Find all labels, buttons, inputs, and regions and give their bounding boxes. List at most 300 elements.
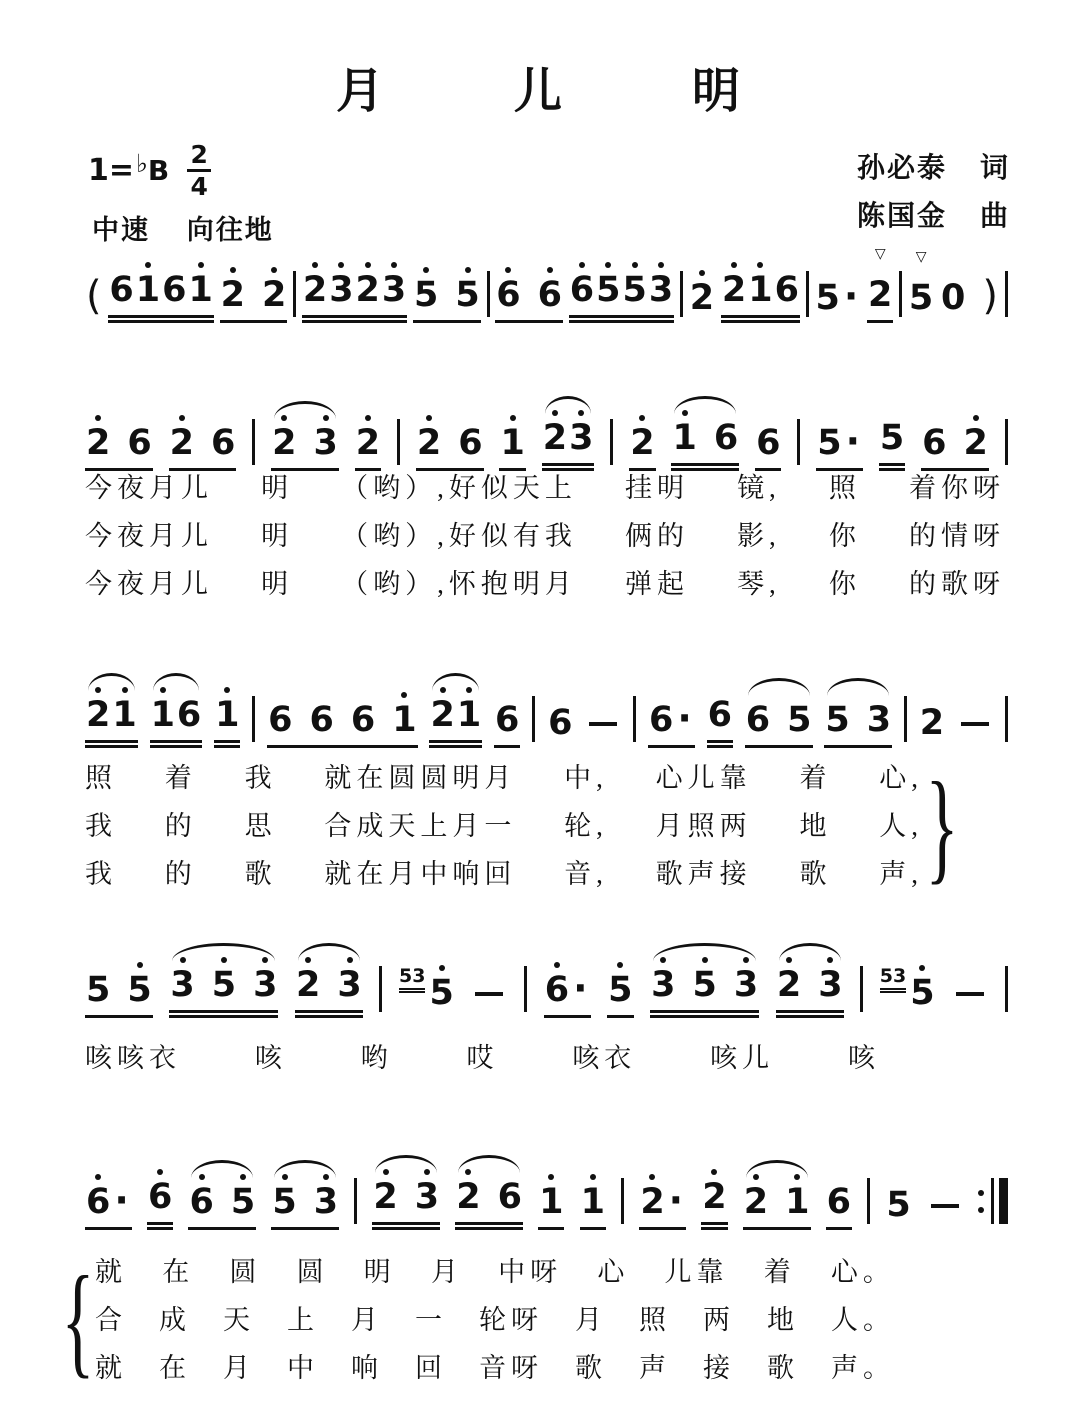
note-digit: 1 (214, 697, 240, 735)
note-digit: 2 (416, 425, 442, 463)
slur-arc (827, 678, 889, 696)
note-digit: 6 (85, 1184, 111, 1222)
parenthesis: ) (982, 272, 999, 319)
note-group (879, 420, 905, 471)
lyric-segment: 的 (164, 859, 197, 889)
lyric-segment: 照 (828, 473, 861, 503)
lyric-row (85, 1036, 880, 1075)
barline (1005, 419, 1008, 465)
lyric-row (85, 514, 1005, 553)
note-digit: 3 (252, 967, 278, 1005)
lyric-segment: 咳咳衣 (85, 1043, 181, 1073)
thin-barline (991, 1178, 994, 1224)
barline (904, 696, 907, 742)
note-digit: 2 (629, 425, 655, 463)
note-group (547, 705, 573, 748)
note-token (267, 676, 417, 748)
note-group (499, 425, 525, 471)
duration-dash (961, 722, 989, 726)
key-letter: B (147, 154, 170, 187)
note-group (816, 409, 863, 471)
note-token (867, 246, 893, 323)
note-token (494, 676, 520, 748)
note-token (220, 251, 288, 323)
note-group (169, 967, 278, 1018)
lyric-segment: 今夜月儿 (85, 473, 213, 503)
note-digit: 2 ▽ (868, 246, 893, 316)
octave-dot (505, 267, 511, 273)
lyric-segment: 合成天上月一 (324, 811, 517, 841)
octave-dot (632, 262, 638, 268)
note-group (908, 249, 934, 323)
note-token (416, 399, 484, 471)
lyric-segment: 咳 (847, 1043, 880, 1073)
note-digit: 2 (919, 703, 945, 744)
lyric-segment: 儿靠 (664, 1257, 729, 1287)
octave-dot (579, 262, 585, 268)
music-line-verse-line-2 (85, 660, 1008, 748)
lyric-segment: 音呀 (479, 1353, 543, 1383)
note-group (271, 1184, 339, 1230)
note-token (455, 1153, 523, 1230)
note-digit: 6 (458, 423, 483, 464)
note-digit: 6 (109, 270, 134, 311)
note-digit: 2 (455, 1179, 481, 1217)
note-group (372, 1179, 440, 1230)
octave-dot (465, 267, 471, 273)
note-token (355, 399, 381, 471)
lyric-segment: 的歌呀 (908, 569, 1005, 599)
barline (1005, 271, 1008, 317)
composer-name: 陈国金 (856, 201, 947, 232)
note-digit: 3 (313, 1184, 339, 1222)
slur-arc (748, 678, 810, 696)
music-line-interlude-line (85, 930, 1008, 1018)
octave-dot (711, 1169, 717, 1175)
octave-dot (699, 270, 705, 276)
note-digit: 2 (302, 272, 328, 310)
lyric-segment: 月 (223, 1353, 255, 1383)
note-token (721, 246, 800, 323)
lyric-segment: 就在圆圆明月 (324, 763, 517, 793)
lyric-segment: 中呀 (498, 1257, 563, 1287)
lyric-row (85, 466, 1005, 505)
note-group (776, 967, 844, 1018)
octave-dot (122, 687, 128, 693)
octave-dot (465, 1169, 471, 1175)
octave-dot (338, 262, 344, 268)
note-digit: 6 (495, 277, 521, 315)
note-group (743, 1184, 811, 1230)
octave-dot (757, 262, 763, 268)
note-digit: 6 (774, 270, 799, 311)
octave-dot (271, 267, 277, 273)
note-digit: 5 (271, 1184, 297, 1222)
lyric-segment: 俩的 (624, 521, 689, 551)
octave-dot (137, 962, 143, 968)
octave-dot (439, 965, 445, 971)
lyric-segment: 镜, (737, 473, 781, 503)
thick-barline (999, 1178, 1008, 1224)
time-numerator: 2 (190, 140, 208, 169)
lyric-segment: 中 (287, 1353, 319, 1383)
note-digit: 2 (355, 272, 381, 310)
octave-dot (199, 1174, 205, 1180)
note-token (745, 676, 813, 748)
note-group (295, 967, 363, 1018)
barline (899, 271, 902, 317)
lyric-segment: 月照两 (655, 811, 752, 841)
note-token (921, 399, 989, 471)
note-digit: 2 (372, 1179, 398, 1217)
note-token (585, 687, 621, 748)
note-group (689, 280, 715, 323)
note-token (85, 399, 153, 471)
note-token (85, 249, 103, 323)
octave-dot (554, 962, 560, 968)
repeat-end-barline (978, 1178, 1008, 1224)
lyric-segment: 轮呀 (479, 1305, 543, 1335)
note-digit: 2 (639, 1184, 665, 1222)
note-token (271, 1158, 339, 1230)
note-digit: 2 (721, 272, 747, 310)
note-token (542, 394, 595, 471)
octave-dot (391, 262, 397, 268)
note-group (85, 425, 153, 471)
note-digit: 6 (826, 1182, 852, 1223)
note-group (267, 702, 417, 748)
lyric-segment: 今夜月儿 (85, 521, 213, 551)
lyric-segment: 月 (430, 1257, 463, 1287)
lyric-segment: 琴, (737, 569, 781, 599)
note-token (814, 238, 861, 323)
note-digit: 6 (497, 1177, 522, 1218)
repeat-dot (978, 1190, 984, 1196)
note-token (108, 246, 213, 323)
note-digit: 2 (169, 425, 195, 463)
note-token (743, 1158, 811, 1230)
lyricist-credit (857, 146, 1010, 186)
note-digit: 5 (595, 272, 621, 310)
lyric-segment: 明 (261, 569, 294, 599)
barline (252, 696, 255, 742)
octave-dot (731, 262, 737, 268)
note-token (919, 679, 945, 748)
note-token (214, 671, 240, 748)
octave-dot (179, 415, 185, 421)
lyric-segment: 着你呀 (908, 473, 1005, 503)
note-digit: 6 (495, 700, 520, 741)
lyric-segment: 咳 (254, 1043, 287, 1073)
augmentation-dot: · (573, 966, 588, 1010)
note-group (921, 425, 989, 471)
music-line-intro-line (85, 238, 1008, 323)
octave-dot (424, 1169, 430, 1175)
note-group (302, 272, 407, 323)
lyric-row (95, 1250, 895, 1289)
note-group (919, 705, 945, 748)
lyric-segment: 心, (879, 763, 923, 793)
lyric-segment: 的情呀 (908, 521, 1005, 551)
note-digit: 1 (391, 702, 417, 740)
note-digit: 3 (169, 967, 195, 1005)
lyric-segment: 声 (639, 1353, 671, 1383)
note-digit: 5 (691, 967, 717, 1005)
lyric-segment: 着 (763, 1257, 796, 1287)
note-digit: 3 (817, 967, 843, 1005)
note-digit: 5 (621, 272, 647, 310)
brace-right: } (925, 758, 959, 896)
lyric-segment: 声, (879, 859, 923, 889)
octave-dot (649, 1174, 655, 1180)
brace-left: { (61, 1252, 95, 1390)
octave-dot (548, 1174, 554, 1180)
note-digit: 5 (428, 975, 454, 1013)
lyric-segment: 心 (597, 1257, 630, 1287)
lyric-segment: 人, (879, 811, 923, 841)
octave-dot (639, 415, 645, 421)
note-digit: 2 (271, 425, 297, 463)
ornament-triangle-icon: ▽ (874, 246, 886, 263)
note-digit: 5 (126, 972, 152, 1010)
note-group (413, 277, 481, 323)
octave-dot (423, 267, 429, 273)
note-group (879, 965, 936, 1018)
note-token (85, 1142, 132, 1230)
note-group (214, 697, 240, 748)
duration-dash (956, 992, 984, 996)
lyric-segment: 影, (737, 521, 781, 551)
lyric-segment: 中, (564, 763, 608, 793)
note-digit: 2 (776, 967, 802, 1005)
lyric-segment: 圆 (296, 1257, 329, 1287)
music-line-final-line (85, 1142, 1008, 1230)
note-digit: 2 (689, 280, 715, 318)
octave-dot (95, 687, 101, 693)
octave-dot (827, 957, 833, 963)
barline (532, 696, 535, 742)
lyric-row (85, 562, 1005, 601)
note-group (745, 702, 813, 748)
note-digit: 2 (429, 697, 455, 735)
lyric-segment: 月 (575, 1305, 607, 1335)
note-digit: 6 (537, 277, 563, 315)
note-digit: 2 (220, 277, 246, 315)
note-digit: 0 (941, 278, 966, 319)
lyric-segment: 明 (363, 1257, 396, 1287)
lyric-segment: 哎 (466, 1043, 499, 1073)
octave-dot (578, 410, 584, 416)
note-digit: 1 (456, 697, 482, 735)
barline (1005, 966, 1008, 1012)
octave-dot (157, 1169, 163, 1175)
barline (633, 696, 636, 742)
note-digit: 3 (328, 272, 354, 310)
lyric-segment: 心。 (830, 1257, 895, 1287)
lyric-segment: 你 (828, 521, 861, 551)
octave-dot (262, 957, 268, 963)
note-digit: 3 (866, 700, 892, 741)
lyric-row (95, 1298, 895, 1337)
note-digit: 5 (879, 965, 894, 988)
composer-credit (857, 194, 1010, 234)
note-digit: 5 (454, 277, 480, 315)
note-group (755, 425, 781, 471)
barline (397, 419, 400, 465)
octave-dot (605, 262, 611, 268)
flat-sign: ♭ (136, 149, 148, 178)
lyric-segment: 圆 (229, 1257, 262, 1287)
note-token (885, 1161, 911, 1230)
note-group (220, 277, 288, 323)
octave-dot (702, 957, 708, 963)
note-digit: 6 (569, 272, 595, 310)
barline (354, 1178, 357, 1224)
lyric-segment: （哟）,好似有我 (341, 521, 577, 551)
duration-dash (589, 722, 617, 726)
octave-dot (198, 262, 204, 268)
octave-dot (160, 687, 166, 693)
lyric-segment: 两 (703, 1305, 735, 1335)
lyric-segment: 哟 (360, 1043, 393, 1073)
note-group (544, 956, 591, 1018)
composer-role: 曲 (979, 201, 1010, 232)
note-digit: 2 (295, 967, 321, 1005)
note-token (629, 399, 655, 471)
note-digit: 6 (176, 695, 202, 736)
note-digit: 2 (701, 1179, 727, 1217)
lyric-segment: 明 (261, 521, 294, 551)
note-token (671, 394, 739, 471)
note-digit: 3 (650, 967, 676, 1005)
lyric-segment: 在 (162, 1257, 195, 1287)
note-digit: 5 (211, 967, 237, 1005)
lyric-segment: 在 (159, 1353, 191, 1383)
note-token (707, 671, 733, 748)
augmentation-dot: · (845, 419, 861, 463)
duration-dash (475, 992, 503, 996)
note-group (585, 722, 621, 748)
octave-dot (95, 415, 101, 421)
note-group (867, 246, 893, 323)
note-digit: 6 (268, 700, 293, 741)
key-signature (88, 142, 211, 199)
note-digit: 6 (127, 423, 152, 464)
octave-dot (426, 415, 432, 421)
grace-notes (399, 966, 425, 993)
note-digit: 5 (399, 965, 413, 988)
barline (379, 966, 382, 1012)
octave-dot (617, 962, 623, 968)
note-token (413, 251, 481, 323)
octave-dot (590, 1174, 596, 1180)
note-token (302, 246, 407, 323)
note-digit: 5 (879, 418, 905, 459)
note-digit: 5 (817, 423, 842, 464)
lyric-segment: （哟）,好似天上 (341, 473, 577, 503)
note-digit: 5 (86, 970, 111, 1011)
octave-dot (365, 262, 371, 268)
note-group (824, 702, 892, 748)
note-token (499, 399, 525, 471)
lyric-segment: 一 (415, 1305, 447, 1335)
note-group (885, 1187, 911, 1230)
note-digit: 6 (162, 270, 187, 311)
octave-dot (230, 267, 236, 273)
note-group (494, 702, 520, 748)
lyric-segment: 的 (164, 811, 197, 841)
note-group (108, 272, 213, 323)
barline (610, 419, 613, 465)
note-digit: 5 (607, 972, 633, 1010)
note-token (940, 249, 999, 323)
lyric-segment: 思 (244, 811, 277, 841)
lyric-segment: 音, (564, 859, 608, 889)
note-group (416, 425, 484, 471)
note-group (580, 1184, 606, 1230)
note-token (755, 399, 781, 471)
note-group (701, 1179, 727, 1230)
lyric-segment: 声。 (831, 1353, 895, 1383)
lyric-segment: 月 (351, 1305, 383, 1335)
note-group (940, 272, 999, 323)
note-token (776, 941, 844, 1018)
note-token (701, 1153, 727, 1230)
octave-dot (323, 415, 329, 421)
lyric-row (85, 852, 923, 891)
note-digit: 6 (745, 700, 771, 741)
song-title: 月 儿 明 (335, 65, 744, 118)
note-group (355, 425, 381, 471)
expression-marking: 向往地 (186, 215, 274, 245)
lyric-row (85, 804, 923, 843)
note-token (169, 941, 278, 1018)
ornament-triangle-icon: ▽ (915, 249, 927, 266)
note-token (429, 671, 482, 748)
barline (621, 1178, 624, 1224)
note-group (542, 420, 595, 471)
note-digit: 5 (886, 1185, 911, 1226)
note-group (650, 967, 759, 1018)
note-group (85, 272, 103, 323)
octave-dot (180, 957, 186, 963)
lyric-segment: 成 (159, 1305, 191, 1335)
note-digit: 2 (743, 1184, 769, 1222)
note-token (169, 399, 237, 471)
time-signature (187, 142, 211, 199)
octave-dot (466, 687, 472, 693)
note-group (399, 965, 455, 1018)
lyric-segment: 咳衣 (572, 1043, 637, 1073)
lyric-segment: 接 (703, 1353, 735, 1383)
note-digit: 3 (312, 425, 338, 463)
lyric-segment: 着 (799, 763, 832, 793)
lyric-segment: 我 (244, 763, 277, 793)
note-digit: 1 (150, 697, 176, 735)
octave-dot (312, 262, 318, 268)
note-digit: 6 (548, 703, 573, 744)
octave-dot (794, 1174, 800, 1180)
note-digit: 6 (707, 695, 732, 736)
note-token (538, 1158, 564, 1230)
lyric-segment: 人。 (831, 1305, 895, 1335)
parenthesis: ( (86, 272, 102, 319)
note-digit: 1 (187, 272, 213, 310)
grace-notes (880, 966, 906, 993)
octave-dot (282, 1174, 288, 1180)
note-digit: 3 (733, 967, 759, 1005)
note-group (707, 697, 733, 748)
